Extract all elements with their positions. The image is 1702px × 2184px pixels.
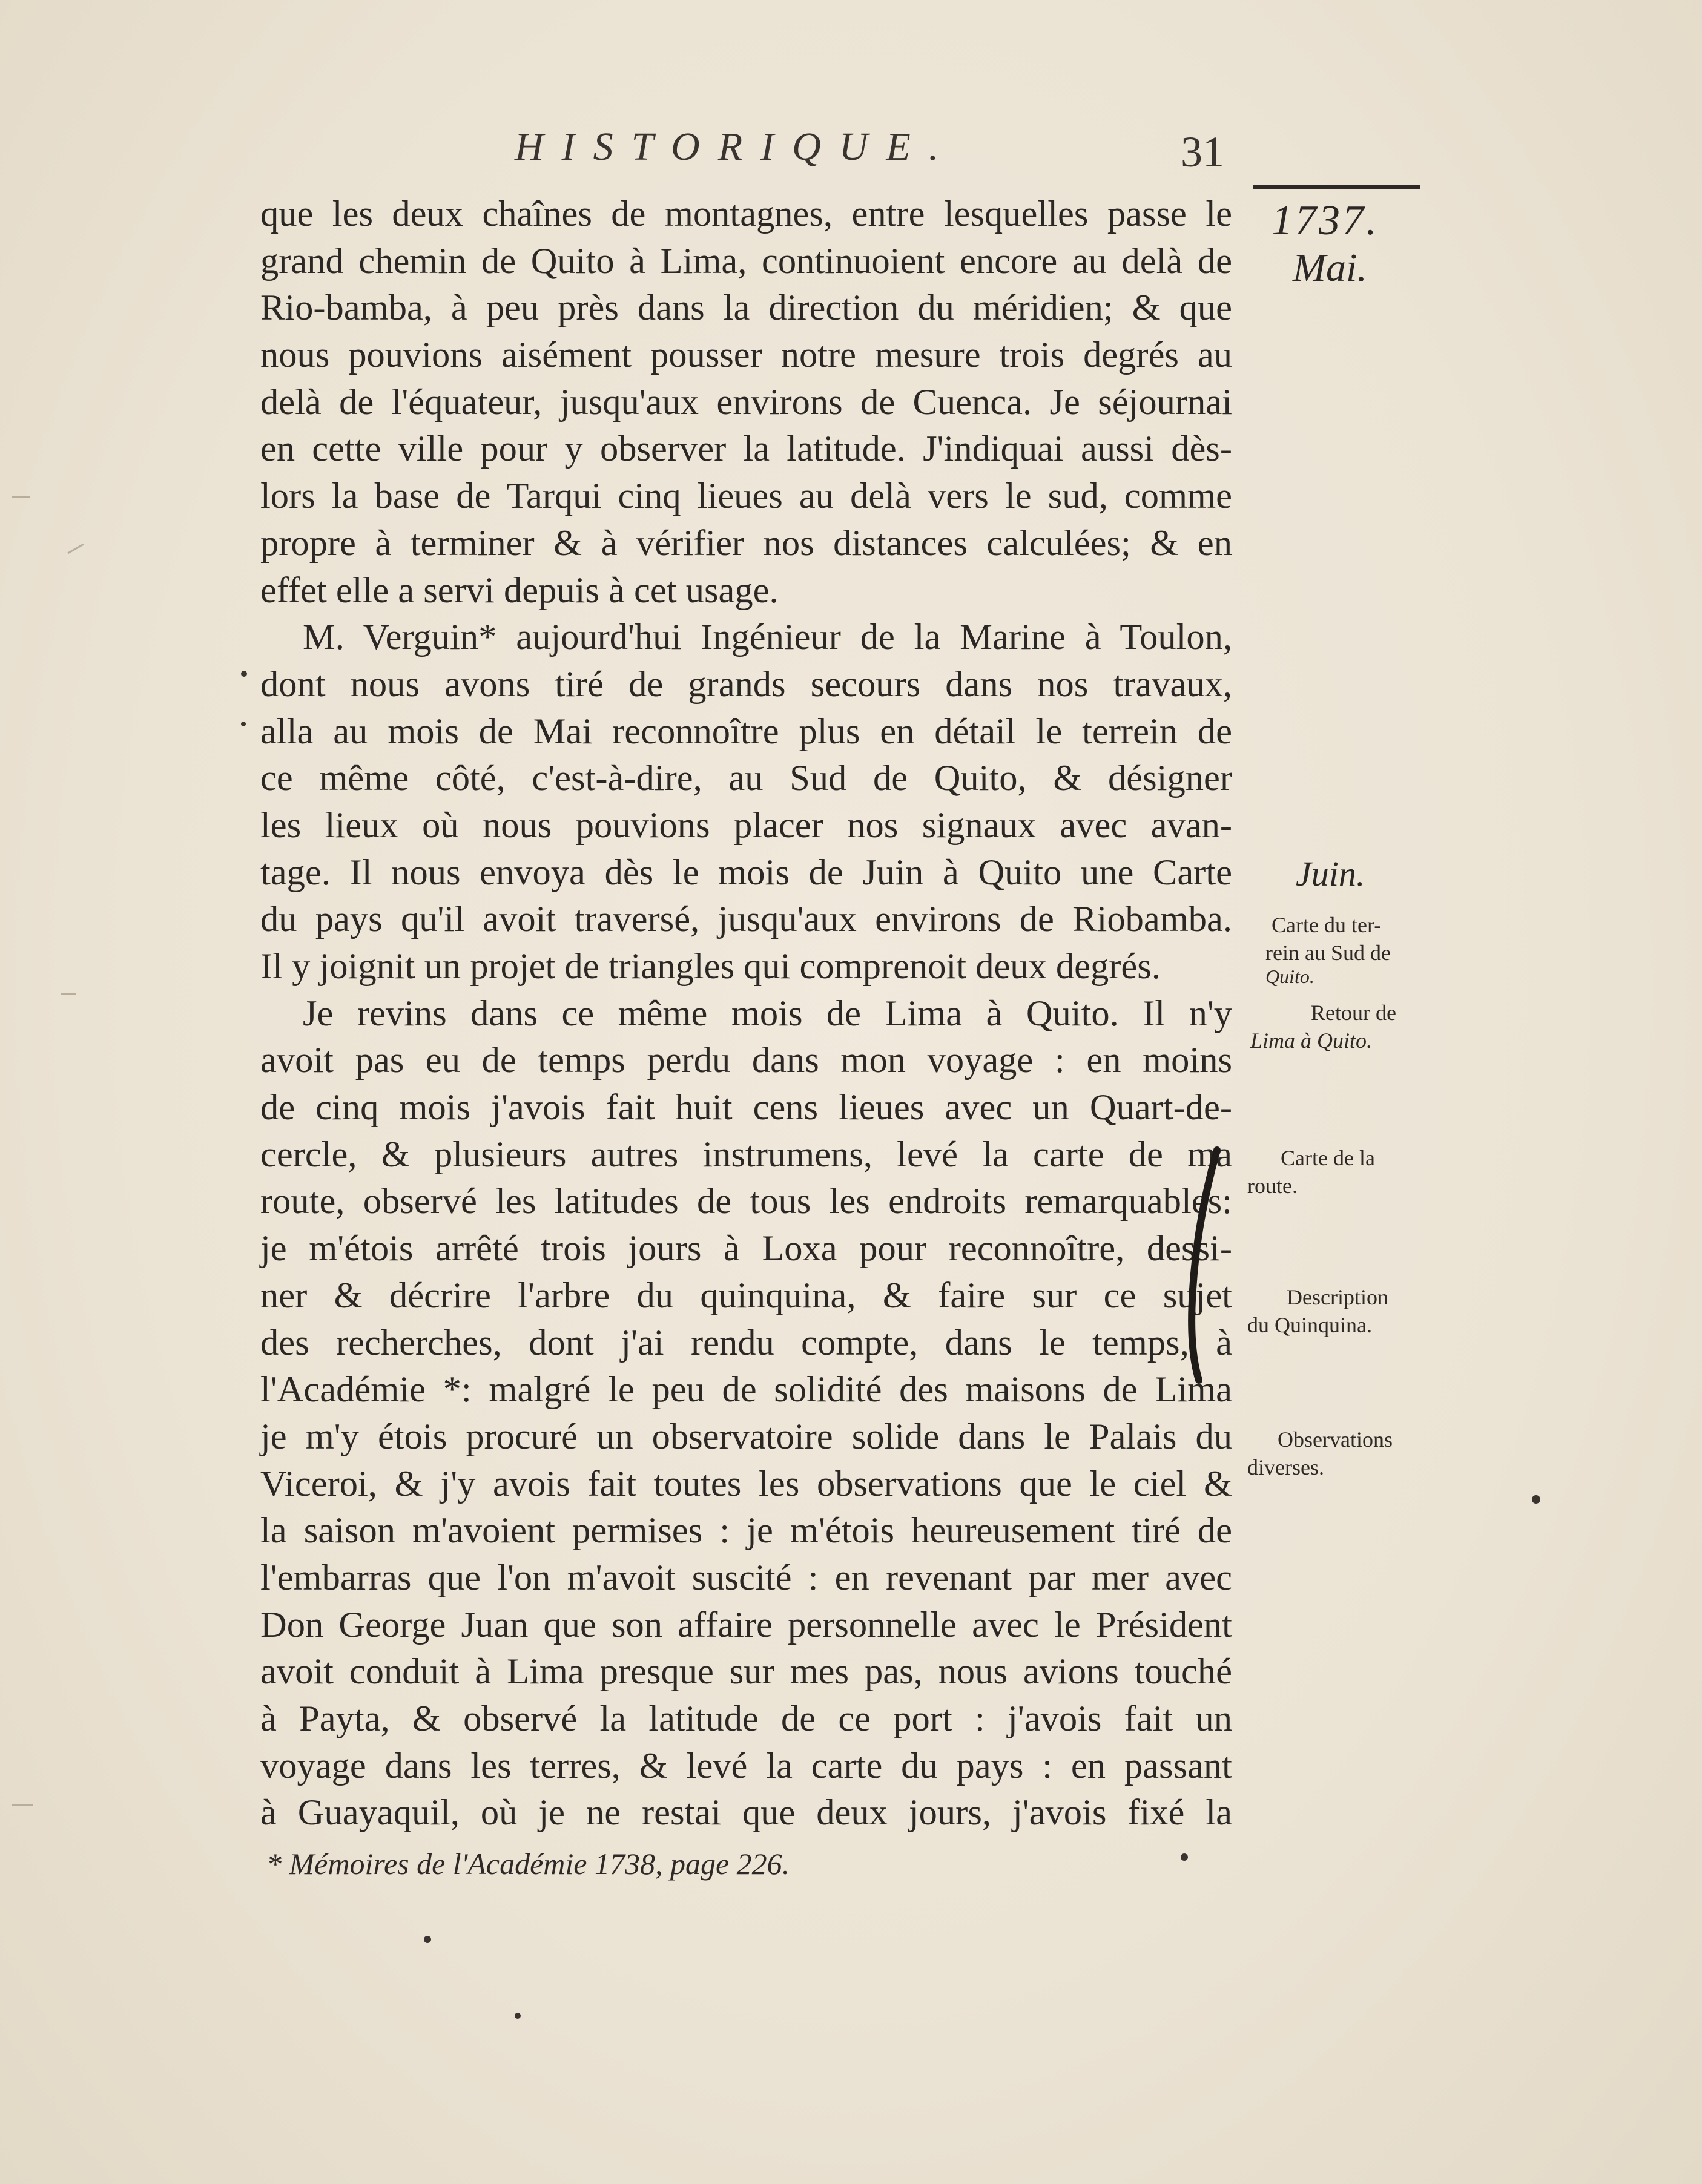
body-text	[260, 191, 1232, 1837]
margin-note-observations	[1247, 1426, 1393, 1481]
margin-note-line: Lima à Quito.	[1250, 1028, 1373, 1053]
margin-note-line: Retour de	[1311, 1001, 1396, 1025]
ink-speck	[424, 1936, 431, 1943]
margin-note-retour	[1250, 999, 1396, 1054]
ink-stroke-mark	[1169, 1144, 1241, 1386]
text-line: je m'y étois procuré un observatoire solide dans le Palais du	[260, 1416, 1232, 1457]
text-line: je m'étois arrêté trois jours à Loxa pour reconnoître, dessi-	[260, 1228, 1232, 1269]
text-line: de cinq mois j'avois fait huit cens lieues avec un Quart-de-	[260, 1087, 1232, 1128]
footnote: * Mémoires de l'Académie 1738, page 226.	[266, 1847, 790, 1881]
text-line: l'Académie *: malgré le peu de solidité des maisons de Lima	[260, 1369, 1232, 1410]
margin-month-juin: Juin.	[1296, 854, 1365, 893]
page-mark	[12, 496, 30, 498]
text-line: Je revins dans ce même mois de Lima à Quito. Il n'y	[303, 993, 1232, 1034]
text-line: avoit conduit à Lima presque sur mes pas, nous avions touché	[260, 1651, 1232, 1692]
text-line: des recherches, dont j'ai rendu compte, dans le temps, à	[260, 1322, 1232, 1363]
text-line: que les deux chaînes de montagnes, entre lesquelles passe le	[260, 194, 1232, 234]
margin-note-line: Quito.	[1265, 965, 1314, 987]
text-line: cercle, & plusieurs autres instrumens, levé la carte de ma	[260, 1134, 1232, 1175]
margin-note-carte-route	[1247, 1144, 1375, 1200]
text-line: la saison m'avoient permises : je m'étois heureusement tiré de	[260, 1510, 1232, 1551]
text-line: propre à terminer & à vérifier nos distances calculées; & en	[260, 522, 1232, 564]
ink-speck	[1532, 1495, 1540, 1504]
margin-note-line: rein au Sud de	[1265, 941, 1391, 965]
page-mark	[67, 544, 84, 554]
text-line: voyage dans les terres, & levé la carte du pays : en passant	[260, 1745, 1232, 1786]
page-mark	[12, 1804, 33, 1806]
text-line: avoit pas eu de temps perdu dans mon voyage : en moins	[260, 1040, 1232, 1081]
margin-note-line: du Quinquina.	[1247, 1313, 1372, 1337]
text-line: delà de l'équateur, jusqu'aux environs de Cuenca. Je séjournai	[260, 381, 1232, 423]
text-line: les lieux où nous pouvions placer nos signaux avec avan-	[260, 804, 1232, 846]
text-line: tage. Il nous envoya dès le mois de Juin à Quito une Carte	[260, 852, 1232, 893]
text-line: route, observé les latitudes de tous les endroits remarquables:	[260, 1181, 1232, 1222]
margin-note-line: Observations	[1278, 1427, 1393, 1452]
ink-speck	[515, 2013, 521, 2019]
ink-speck	[241, 722, 246, 726]
ink-speck	[241, 671, 247, 677]
text-line: du pays qu'il avoit traversé, jusqu'aux environs de Riobamba.	[260, 899, 1232, 940]
margin-note-line: diverses.	[1247, 1455, 1324, 1479]
text-line: Rio-bamba, à peu près dans la direction du méridien; & que	[260, 288, 1232, 329]
text-line: M. Verguin* aujourd'hui Ingénieur de la Marine à Toulon,	[303, 617, 1232, 658]
margin-note-line: Carte du ter-	[1272, 913, 1382, 937]
text-line: dont nous avons tiré de grands secours dans nos travaux,	[260, 663, 1232, 705]
margin-note-line: Carte de la	[1281, 1146, 1375, 1170]
text-line: grand chemin de Quito à Lima, continuoient encore au delà de	[260, 240, 1232, 281]
margin-note-line: Description	[1287, 1285, 1388, 1309]
margin-rule	[1253, 185, 1420, 189]
text-line: ner & décrire l'arbre du quinquina, & faire sur ce sujet	[260, 1275, 1232, 1316]
text-line: ce même côté, c'est-à-dire, au Sud de Quito, & désigner	[260, 758, 1232, 799]
text-line: Il y joignit un projet de triangles qui comprenoit deux degrés.	[260, 946, 1161, 987]
text-line: l'embarras que l'on m'avoit suscité : en revenant par mer avec	[260, 1557, 1232, 1598]
text-line: Viceroi, & j'y avois fait toutes les observations que le ciel &	[260, 1463, 1232, 1504]
page-mark	[61, 993, 76, 995]
text-line: en cette ville pour y observer la latitude. J'indiquai aussi dès-	[260, 429, 1232, 470]
ink-speck	[1181, 1853, 1188, 1861]
margin-note-line: route.	[1247, 1174, 1298, 1198]
margin-note-quinquina	[1247, 1283, 1388, 1339]
margin-note-carte-terrein	[1265, 911, 1391, 987]
margin-month-mai: Mai.	[1293, 246, 1367, 290]
running-head: HISTORIQUE.	[515, 125, 957, 169]
text-line: nous pouvions aisément pousser notre mesure trois degrés au	[260, 335, 1232, 376]
text-line: à Guayaquil, où je ne restai que deux jours, j'avois fixé la	[260, 1792, 1232, 1834]
page-number: 31	[1181, 128, 1224, 176]
text-line: effet elle a servi depuis à cet usage.	[260, 570, 779, 611]
margin-year: 1737.	[1272, 197, 1379, 244]
text-line: Don George Juan que son affaire personnelle avec le Président	[260, 1604, 1232, 1645]
text-line: à Payta, & observé la latitude de ce port : j'avois fait un	[260, 1699, 1232, 1739]
text-line: lors la base de Tarqui cinq lieues au delà vers le sud, comme	[260, 476, 1232, 517]
text-line: alla au mois de Mai reconnoître plus en détail le terrein de	[260, 711, 1232, 752]
